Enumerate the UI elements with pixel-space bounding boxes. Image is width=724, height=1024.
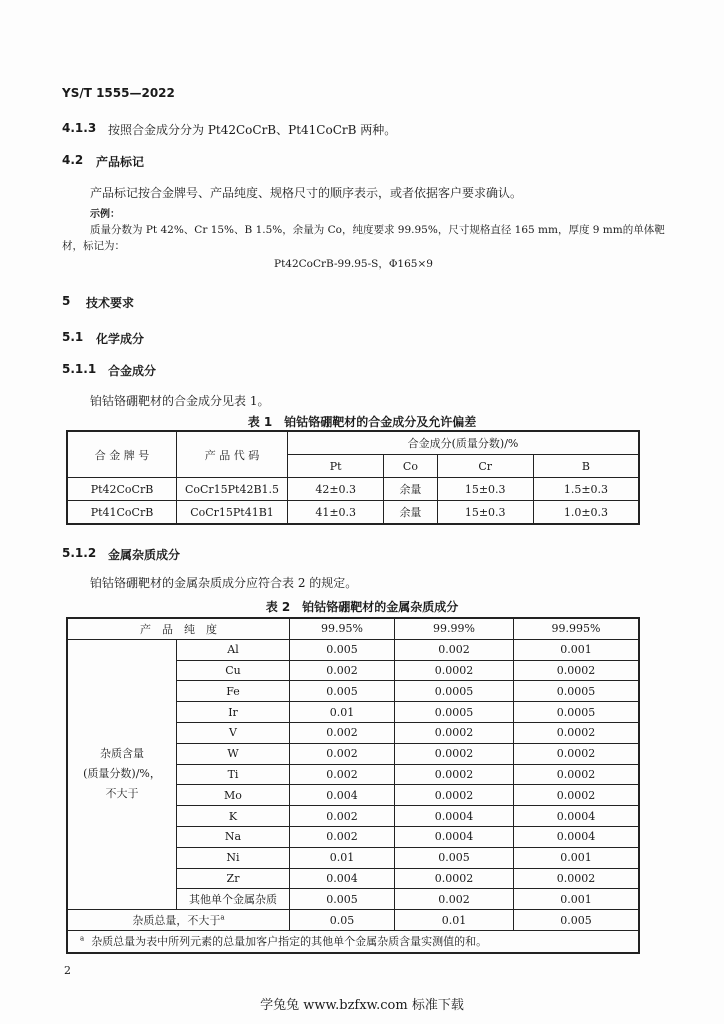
section-5-1-1-title: 合金成分 [108,364,157,378]
cell: 0.0002 [514,868,640,889]
cell: 1.0±0.3 [533,501,639,525]
cell: 0.0002 [395,743,514,764]
cell: 0.0002 [395,764,514,785]
cell: 0.005 [290,639,395,660]
element-name: Cu [177,660,290,681]
col-header: 99.995% [514,618,640,639]
cell: 0.002 [290,660,395,681]
cell: 0.05 [290,910,395,931]
col-header: Pt [288,455,384,478]
element-name: 其他单个金属杂质 [177,889,290,910]
standard-number: YS/T 1555—2022 [62,86,175,100]
group-label-line: 不大于 [105,787,139,801]
total-label-text: 杂质总量，不大于 [132,914,221,928]
cell: Pt42CoCrB [67,478,177,501]
cell: CoCr15Pt42B1.5 [177,478,288,501]
footnote-text: 杂质总量为表中所列元素的总量加客户指定的其他单个金属杂质含量实测值的和。 [91,935,488,949]
cell: 0.0005 [514,702,640,723]
col-header: 99.95% [290,618,395,639]
cell: 0.0002 [514,660,640,681]
element-name: Na [177,826,290,847]
group-label-line: 杂质含量 [100,747,144,761]
cell: Pt41CoCrB [67,501,177,525]
element-name: W [177,743,290,764]
cell: 42±0.3 [288,478,384,501]
cell: 0.001 [514,889,640,910]
cell: 0.004 [290,785,395,806]
cell: 0.002 [395,889,514,910]
header-code: 产 品 代 码 [177,431,288,478]
page-number: 2 [64,964,71,977]
cell: 0.0004 [395,806,514,827]
cell: CoCr15Pt41B1 [177,501,288,525]
cell: 1.5±0.3 [533,478,639,501]
section-5-1-2-title: 金属杂质成分 [108,548,181,562]
table-row [67,639,639,660]
cell: 0.0005 [395,681,514,702]
section-4-1-3-number: 4.1.3 [62,121,97,135]
cell: 0.01 [395,910,514,931]
cell: 0.001 [514,639,640,660]
cell: 0.0002 [395,722,514,743]
table-2-caption: 表 2 铂钴铬硼靶材的金属杂质成分 [265,600,459,614]
element-name: Zr [177,868,290,889]
cell: 0.0005 [514,681,640,702]
table-1-caption: 表 1 铂钴铬硼靶材的合金成分及允许偏差 [247,415,477,429]
footnote-ref: a [220,913,225,922]
table-2 [66,617,640,954]
total-label [67,910,290,931]
col-header: Co [384,455,437,478]
footnote [67,930,639,953]
cell: 0.002 [290,826,395,847]
cell: 41±0.3 [288,501,384,525]
footnote-mark: a [80,934,85,943]
example-label: 示例： [90,209,120,220]
example-text-cont: 材，标记为： [62,240,125,252]
marking-example: Pt42CoCrB-99.95-S，Φ165×9 [274,258,433,270]
element-name: Ni [177,847,290,868]
group-label-line: (质量分数)/%， [83,767,161,781]
cell: 0.01 [290,847,395,868]
element-name: Mo [177,785,290,806]
cell: 0.0002 [395,785,514,806]
cell: 15±0.3 [437,478,533,501]
cell: 0.0004 [514,806,640,827]
cell: 0.002 [290,743,395,764]
cell: 0.001 [514,847,640,868]
element-name: Ti [177,764,290,785]
cell: 0.0002 [514,785,640,806]
footnote-row [67,930,639,953]
cell: 0.0002 [395,660,514,681]
element-name: Al [177,639,290,660]
header-grade: 合 金 牌 号 [67,431,177,478]
section-5-1-1-number: 5.1.1 [62,362,97,376]
cell: 0.0002 [395,868,514,889]
element-name: Ir [177,702,290,723]
cell: 0.004 [290,868,395,889]
cell: 0.0002 [514,743,640,764]
paragraph: 铂钴铬硼靶材的金属杂质成分应符合表 2 的规定。 [90,576,358,590]
section-5-1-number: 5.1 [62,330,84,344]
element-name: V [177,722,290,743]
watermark-text: 学兔兔 www.bzfxw.com 标准下载 [260,998,464,1013]
cell: 余量 [384,501,437,525]
element-name: Fe [177,681,290,702]
example-text: 质量分数为 Pt 42%、Cr 15%、B 1.5%，余量为 Co，纯度要求 99.95%，尺寸规格直径 165 mm，厚度 9 mm的单体靶 [90,224,665,236]
cell: 0.002 [395,639,514,660]
paragraph: 铂钴铬硼靶材的合金成分见表 1。 [90,394,270,408]
paragraph: 产品标记按合金牌号、产品纯度、规格尺寸的顺序表示，或者依据客户要求确认。 [90,186,523,200]
cell: 0.0004 [514,826,640,847]
table-row [67,478,639,501]
section-5-1-title: 化学成分 [96,332,145,346]
cell: 0.005 [290,889,395,910]
total-row [67,910,639,931]
table-row [67,501,639,525]
group-label [67,639,177,909]
cell: 0.0002 [514,764,640,785]
section-4-2-title: 产品标记 [96,155,145,169]
cell: 余量 [384,478,437,501]
section-4-1-3-text: 按照合金成分分为 Pt42CoCrB、Pt41CoCrB 两种。 [108,123,397,137]
section-5-title: 技术要求 [86,296,135,310]
cell: 15±0.3 [437,501,533,525]
header-purity: 产 品 纯 度 [67,618,290,639]
cell: 0.002 [290,722,395,743]
header-composition: 合金成分(质量分数)/% [288,431,640,455]
cell: 0.002 [290,806,395,827]
cell: 0.005 [514,910,640,931]
col-header: 99.99% [395,618,514,639]
section-5-number: 5 [62,294,71,308]
cell: 0.01 [290,702,395,723]
cell: 0.005 [290,681,395,702]
cell: 0.005 [395,847,514,868]
cell: 0.0002 [514,722,640,743]
section-4-2-number: 4.2 [62,153,84,167]
section-5-1-2-number: 5.1.2 [62,546,97,560]
cell: 0.0005 [395,702,514,723]
cell: 0.0004 [395,826,514,847]
col-header: Cr [437,455,533,478]
col-header: B [533,455,639,478]
element-name: K [177,806,290,827]
table-1 [66,430,640,525]
cell: 0.002 [290,764,395,785]
